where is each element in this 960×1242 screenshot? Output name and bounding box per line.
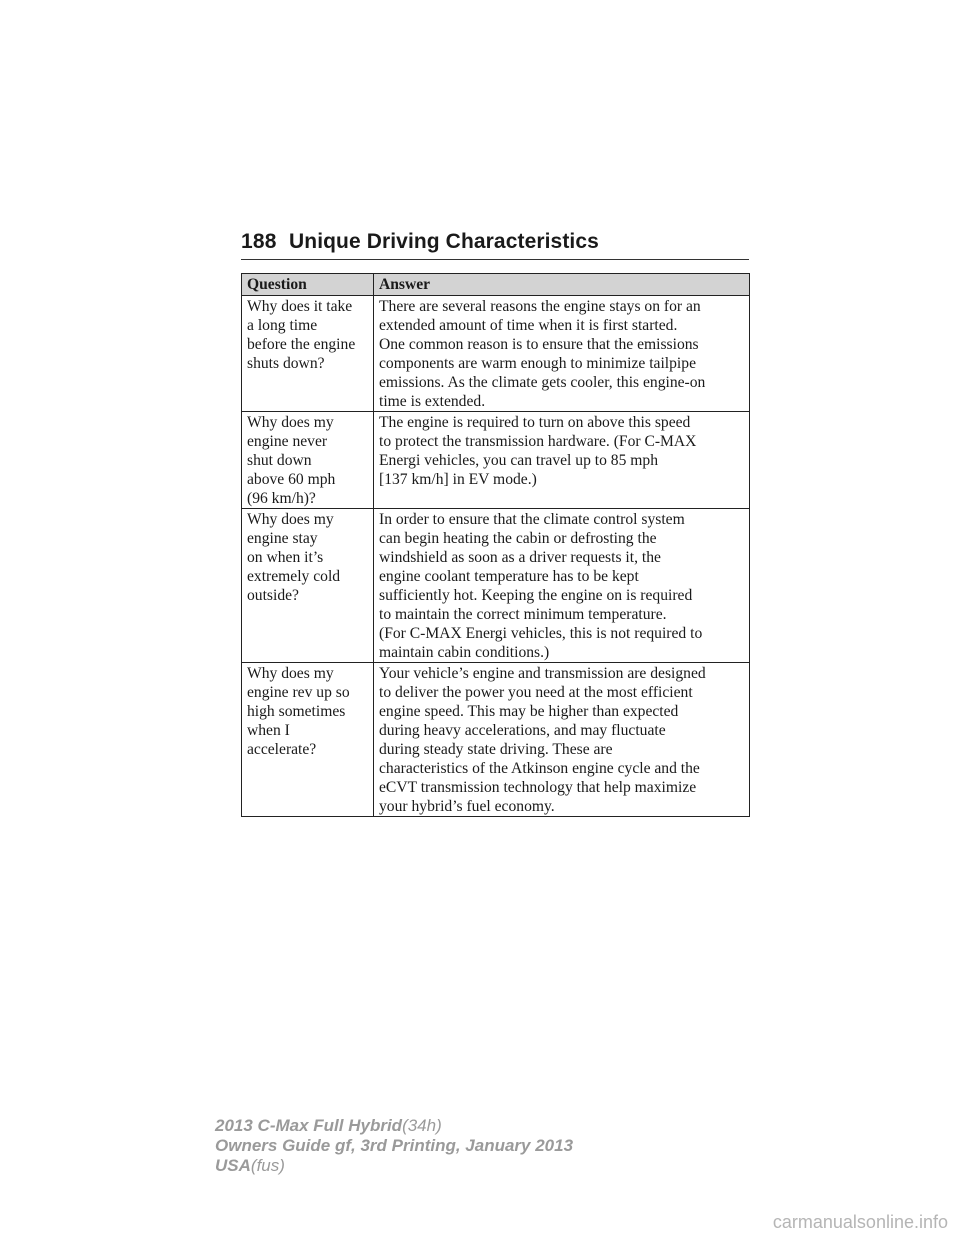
- footer-line-2: Owners Guide gf, 3rd Printing, January 2013: [215, 1136, 574, 1155]
- table-row: [242, 412, 750, 509]
- page-number: 188: [241, 230, 277, 253]
- footer-line-3: [215, 1156, 573, 1176]
- answer-cell: There are several reasons the engine stays on for an extended amount of time when it is first started. One common reason is to ensure that the emissions components are warm enough to minimize tailpipe emissions. As the climate gets cooler, this engine-on time is extended.: [374, 296, 750, 412]
- page-title: Unique Driving Characteristics: [289, 230, 599, 253]
- question-cell: Why does it take a long time before the engine shuts down?: [242, 296, 374, 412]
- footer-market-code: (fus): [250, 1156, 285, 1175]
- footer-market: USA: [215, 1156, 251, 1175]
- table-row: [242, 296, 750, 412]
- page-header: [241, 228, 749, 262]
- table-header-row: [242, 274, 750, 296]
- column-header-answer: Answer: [374, 274, 750, 296]
- qa-table: [241, 273, 750, 817]
- header-rule: [241, 259, 749, 260]
- question-cell: Why does my engine never shut down above 60 mph (96 km/h)?: [242, 412, 374, 509]
- document-footer: [215, 1116, 573, 1176]
- table-row: [242, 509, 750, 663]
- question-cell: Why does my engine stay on when it’s extremely cold outside?: [242, 509, 374, 663]
- answer-cell: The engine is required to turn on above this speed to protect the transmission hardware. (For C-MAX Energi vehicles, you can travel up to 85 mph [137 km/h] in EV mode.): [374, 412, 750, 509]
- footer-line-1: [215, 1116, 573, 1136]
- footer-model-code: (34h): [402, 1116, 442, 1135]
- footer-model: 2013 C-Max Full Hybrid: [215, 1116, 403, 1135]
- question-cell: Why does my engine rev up so high sometimes when I accelerate?: [242, 663, 374, 817]
- watermark: carmanualsonline.info: [772, 1212, 948, 1232]
- table-row: [242, 663, 750, 817]
- answer-cell: Your vehicle’s engine and transmission are designed to deliver the power you need at the most efficient engine speed. This may be higher than expected during heavy accelerations, and may fluctuate during steady state driving. These are characteristics of the Atkinson engine cycle and the eCVT transmission technology that help maximize your hybrid’s fuel economy.: [374, 663, 750, 817]
- column-header-question: Question: [242, 274, 374, 296]
- answer-cell: In order to ensure that the climate control system can begin heating the cabin or defrosting the windshield as soon as a driver requests it, the engine coolant temperature has to be kept sufficiently hot. Keeping the engine on is required to maintain the correct minimum temperature. (For C-MAX Energi vehicles, this is not required to maintain cabin conditions.): [374, 509, 750, 663]
